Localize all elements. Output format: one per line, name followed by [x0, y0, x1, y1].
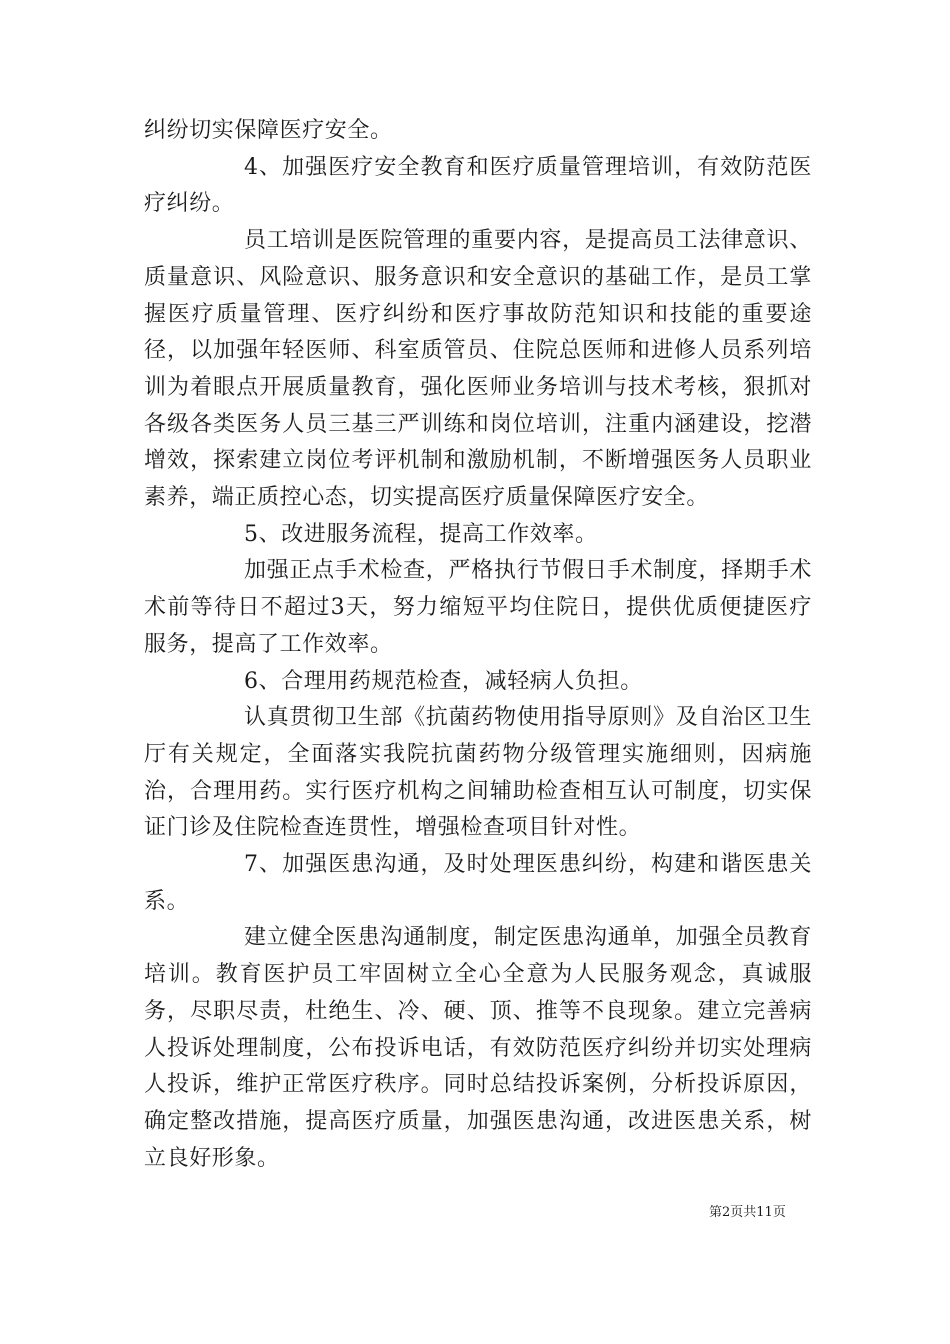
section-heading-6: 6、合理用药规范检查，减轻病人负担。	[244, 668, 643, 694]
document-body	[144, 113, 812, 1177]
paragraph-communication: 建立健全医患沟通制度，制定医患沟通单，加强全员教育培训。教育医护员工牢固树立全心全意为人民服务观念，真诚服务，尽职尽责，杜绝生、冷、硬、顶、推等不良现象。建立完善病人投诉处理制度，公布投诉电话，有效防范医疗纠纷并切实处理病人投诉，维护正常医疗秩序。同时总结投诉案例，分析投诉原因，确定整改措施，提高医疗质量，加强医患沟通，改进医患关系，树立良好形象。	[144, 925, 812, 1171]
paragraph-staff-training: 员工培训是医院管理的重要内容，是提高员工法律意识、质量意识、风险意识、服务意识和安全意识的基础工作，是员工掌握医疗质量管理、医疗纠纷和医疗事故防范知识和技能的重要途径，以加强年轻医师、科室质管员、住院总医师和进修人员系列培训为着眼点开展质量教育，强化医师业务培训与技术考核，狠抓对各级各类医务人员三基三严训练和岗位培训，注重内涵建设，挖潜增效，探索建立岗位考评机制和激励机制，不断增强医务人员职业素养，端正质控心态，切实提高医疗质量保障医疗安全。	[144, 228, 812, 511]
section-heading-4: 4、加强医疗安全教育和医疗质量管理培训，有效防范医疗纠纷。	[144, 154, 812, 217]
section-heading-5: 5、改进服务流程，提高工作效率。	[244, 521, 598, 547]
paragraph-continuation: 纠纷切实保障医疗安全。	[144, 118, 393, 143]
paragraph-antibiotics: 认真贯彻卫生部《抗菌药物使用指导原则》及自治区卫生厅有关规定，全面落实我院抗菌药物分级管理实施细则，因病施治，合理用药。实行医疗机构之间辅助检查相互认可制度，切实保证门诊及住院检查连贯性，增强检查项目针对性。	[144, 705, 812, 841]
page-number-footer: 第2页共11页	[709, 1205, 786, 1220]
section-heading-7: 7、加强医患沟通，及时处理医患纠纷，构建和谐医患关系。	[144, 852, 812, 914]
paragraph-surgery-check: 加强正点手术检查，严格执行节假日手术制度，择期手术术前等待日不超过3天，努力缩短平均住院日，提供优质便捷医疗服务，提高了工作效率。	[144, 558, 812, 657]
